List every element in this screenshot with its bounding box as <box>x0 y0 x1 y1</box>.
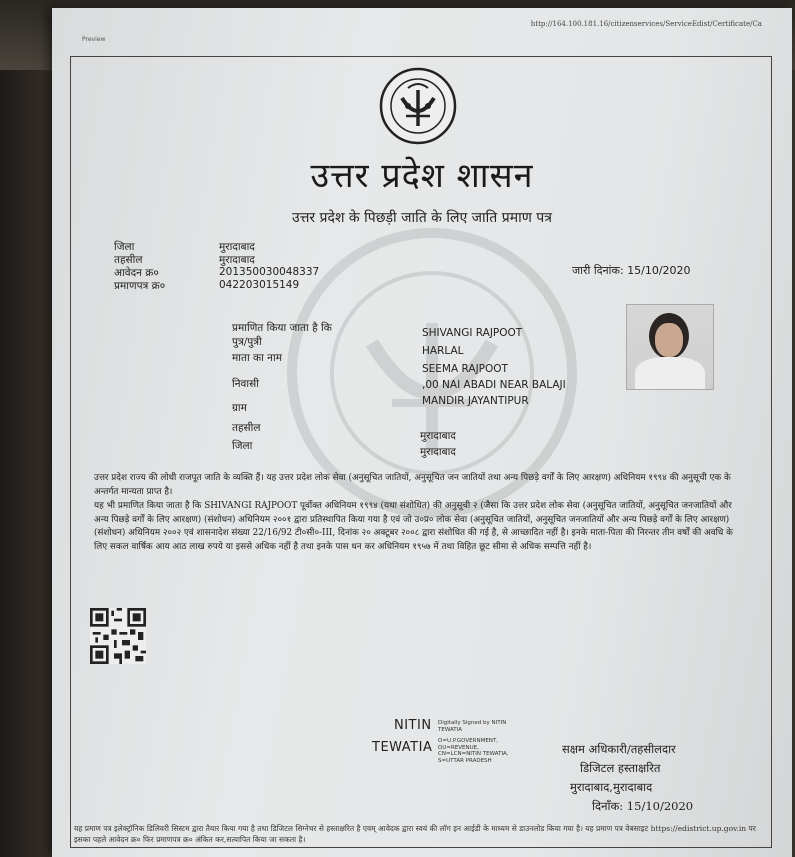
browser-left-text: Preview <box>82 36 106 43</box>
digitally-signed-text: डिजिटल हस्ताक्षरित <box>580 761 661 775</box>
address-line-2: MANDIR JAYANTIPUR <box>422 395 529 407</box>
up-government-emblem-icon <box>378 66 458 146</box>
certify-intro: प्रमाणित किया जाता है कि <box>232 322 332 334</box>
son-daughter-label: पुत्र/पुत्री <box>232 336 262 348</box>
certificate-paper <box>52 8 792 857</box>
ds-line-5: CN=LCN=NITIN TEWATIA, <box>438 751 509 757</box>
signer-first-name: NITIN <box>394 718 432 733</box>
district-label: जिला <box>114 241 135 253</box>
qr-code-icon <box>90 608 146 664</box>
photo-face <box>655 323 683 357</box>
ds-line-6: S=UTTAR PRADESH <box>438 757 492 764</box>
page-url: http://164.100.181.16/citizenservices/ServiceEdist/Certificate/Ca <box>530 20 762 28</box>
village-label: ग्राम <box>232 402 247 414</box>
applicant-photo <box>626 304 714 390</box>
details-tehsil-label: तहसील <box>232 422 261 434</box>
page-title: उत्तर प्रदेश शासन <box>310 156 534 196</box>
applicant-name: SHIVANGI RAJPOOT <box>422 327 523 339</box>
district-value: मुरादाबाद <box>219 241 255 253</box>
footer-note: यह प्रमाण पत्र इलेक्ट्रॉनिक डिलिवरी सिस्टम द्वारा तैयार किया गया है तथा डिजिटल सिग्नेचर से हस्ताक्षरित है एवम् आवेदक द्वारा स्वयं की लॉग इन आईडी के माध्यम से डाउनलोड किया गया है। यह प्रमाण पत्र वेबसाइट https://edistrict.up.gov.in पर इसका पहले आवेदन क्र० फिर प्रमाणपत्र क्र० अंकित कर,सत्यापित किया जा सकता है। <box>74 824 756 844</box>
body-paragraph-2: यह भी प्रमाणित किया जाता है कि SHIVANGI RAJPOOT पूर्वोक्त अधिनियम १९९४ (यथा संशोधित) की अनुसूची २ (जैसा कि उत्तर प्रदेश लोक सेवा (अनुसूचित जातियों, अनुसूचित जनजातियों और अन्य पिछड़े वर्गों के लिए आरक्षण) (संशोधन) अधिनियम २००१ द्वारा प्रतिस्थापित किया गया है एवं जो उ०प्र० लोक सेवा (अनुसूचित जातियों, अनुसूचित जनजातियों और अन्य पिछड़े वर्गों के लिए आरक्षण) (संशोधन) अधिनियम २००२ एवं शासनादेश संख्या 22/16/92 टी०सी०-III, दिनांक २० अक्टूबर २००८ द्वारा संशोधित की गई है, से आच्छादित नहीं है। इनके माता-पिता की निरन्तर तीन वर्षों की अवधि के लिए सकल वार्षिक आय आठ लाख रुपये या इससे अधिक नहीं है तथा इनके पास धन कर अधिनियम १९५७ में तथा विहित छूट सीमा से अधिक सम्पत्ति नहीं है। <box>94 501 733 552</box>
address-line-1: ,00 NAI ABADI NEAR BALAJI <box>422 379 566 391</box>
signer-last-name: TEWATIA <box>372 740 433 755</box>
issue-date: जारी दिनांक: 15/10/2020 <box>572 264 691 277</box>
authority-title: सक्षम अधिकारी/तहसीलदार <box>562 742 676 756</box>
certificate-body-text <box>94 472 739 555</box>
authority-location: मुरादाबाद,मुरादाबाद <box>570 780 653 794</box>
ds-line-2: TEWATIA <box>438 726 463 733</box>
certificate-subtitle: उत्तर प्रदेश के पिछड़ी जाति के लिए जाति प्रमाण पत्र <box>292 210 552 226</box>
certificate-number-value: 042203015149 <box>219 279 300 291</box>
father-name: HARLAL <box>422 345 464 357</box>
application-number-value: 201350030048337 <box>219 266 320 278</box>
digital-signature-details <box>438 720 548 764</box>
application-number-label: आवेदन क्र० <box>114 267 159 279</box>
ds-line-4: OU=REVENUE, <box>438 744 479 751</box>
body-paragraph-1: उत्तर प्रदेश राज्य की लोधी राजपूत जाति के व्यक्ति हैं। यह उत्तर प्रदेश लोक सेवा (अनुसूचित जातियों, अनुसूचित जन जातियों तथा अन्य पिछड़े वर्गों के लिए आरक्षण) अधिनियम १९९४ की अनुसूची एक के अन्तर्गत मान्यता प्राप्त है। <box>94 473 731 497</box>
details-district-value: मुरादाबाद <box>420 446 456 458</box>
issuing-authority <box>562 740 693 816</box>
details-tehsil-value: मुरादाबाद <box>420 430 456 442</box>
resident-label: निवासी <box>232 378 259 390</box>
mother-name: SEEMA RAJPOOT <box>422 363 508 375</box>
mother-name-label: माता का नाम <box>232 352 282 364</box>
authority-date: दिनाँक: 15/10/2020 <box>592 799 694 813</box>
details-district-label: जिला <box>232 440 253 452</box>
certificate-number-label: प्रमाणपत्र क्र० <box>114 280 166 292</box>
tehsil-label: तहसील <box>114 254 143 266</box>
photo-body <box>635 357 705 390</box>
ds-line-1: Digitally Signed by NITIN <box>438 720 507 726</box>
ds-line-3: O=U.P.GOVERNMENT, <box>438 738 499 744</box>
desk-background <box>0 0 58 857</box>
tehsil-value: मुरादाबाद <box>219 254 255 266</box>
